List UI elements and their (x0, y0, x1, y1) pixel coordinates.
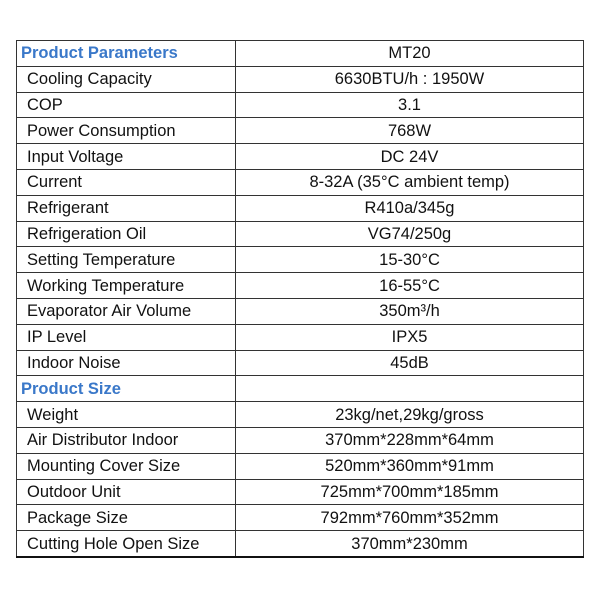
row-value: 8-32A (35°C ambient temp) (236, 169, 584, 195)
row-value: 6630BTU/h : 1950W (236, 66, 584, 92)
row-value: 768W (236, 118, 584, 144)
row-value: 15-30°C (236, 247, 584, 273)
row-label: Evaporator Air Volume (17, 298, 236, 324)
row-label: IP Level (17, 324, 236, 350)
row-value: 45dB (236, 350, 584, 376)
table-row (17, 169, 584, 195)
row-label: Package Size (17, 505, 236, 531)
table-row (17, 195, 584, 221)
section-title: Product Parameters (17, 41, 236, 67)
row-value: 3.1 (236, 92, 584, 118)
row-label: Cutting Hole Open Size (17, 531, 236, 557)
table-row (17, 298, 584, 324)
table-row (17, 453, 584, 479)
table-row (17, 350, 584, 376)
table-row (17, 505, 584, 531)
row-value: DC 24V (236, 144, 584, 170)
spec-table (16, 40, 584, 558)
table-row (17, 118, 584, 144)
row-value: R410a/345g (236, 195, 584, 221)
table-row (17, 92, 584, 118)
table-row (17, 427, 584, 453)
table-row (17, 324, 584, 350)
row-label: Air Distributor Indoor (17, 427, 236, 453)
row-label: Mounting Cover Size (17, 453, 236, 479)
row-value: 370mm*230mm (236, 531, 584, 557)
row-label: Power Consumption (17, 118, 236, 144)
row-value: 520mm*360mm*91mm (236, 453, 584, 479)
row-value: 23kg/net,29kg/gross (236, 402, 584, 428)
row-value: 725mm*700mm*185mm (236, 479, 584, 505)
model-value: MT20 (236, 41, 584, 67)
row-label: Cooling Capacity (17, 66, 236, 92)
row-label: Refrigerant (17, 195, 236, 221)
row-label: Setting Temperature (17, 247, 236, 273)
table-row (17, 531, 584, 557)
section-title: Product Size (17, 376, 236, 402)
table-row (17, 66, 584, 92)
row-label: Current (17, 169, 236, 195)
table-row (17, 247, 584, 273)
row-value: 16-55°C (236, 273, 584, 299)
row-value: IPX5 (236, 324, 584, 350)
table-row (17, 273, 584, 299)
row-value: VG74/250g (236, 221, 584, 247)
section-header-product-parameters (17, 41, 584, 67)
table-row (17, 144, 584, 170)
table-row (17, 479, 584, 505)
row-label: Refrigeration Oil (17, 221, 236, 247)
row-label: Working Temperature (17, 273, 236, 299)
row-value: 350m³/h (236, 298, 584, 324)
row-label: Outdoor Unit (17, 479, 236, 505)
row-label: Input Voltage (17, 144, 236, 170)
row-value: 370mm*228mm*64mm (236, 427, 584, 453)
section-header-blank (236, 376, 584, 402)
spec-table-body (17, 41, 584, 557)
row-value: 792mm*760mm*352mm (236, 505, 584, 531)
row-label: COP (17, 92, 236, 118)
table-row (17, 402, 584, 428)
row-label: Weight (17, 402, 236, 428)
section-header-product-size (17, 376, 584, 402)
table-row (17, 221, 584, 247)
row-label: Indoor Noise (17, 350, 236, 376)
